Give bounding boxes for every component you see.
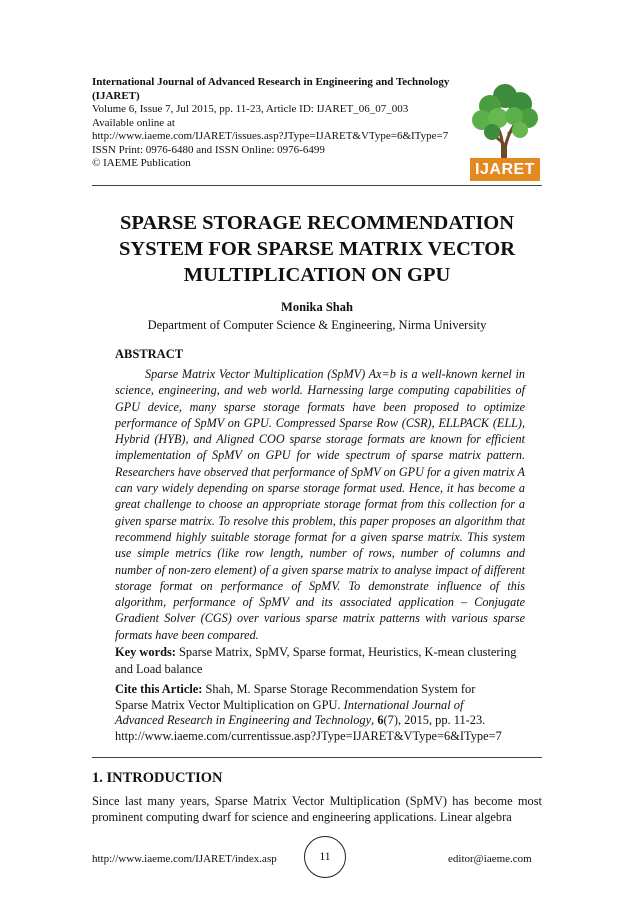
journal-abbrev: (IJARET) bbox=[92, 89, 140, 102]
ijaret-logo-badge: IJARET bbox=[470, 158, 540, 181]
cite-text: Shah, M. Sparse Storage Recommendation System for bbox=[205, 682, 476, 696]
cite-label: Cite this Article: bbox=[115, 682, 203, 696]
abstract-text: Sparse Matrix Vector Multiplication (SpMV) Ax=b is a well-known kernel in science, engineering, and web world. Harnessing large computing capabilities of GPU device, many sparse storage formats have been proposed to optimize performance of SpMV on GPU. Compressed Sparse Row (CSR), ELLPACK (ELL), Hybrid (HYB), and Aligned COO sparse storage formats are known for efficient implementation of SpMV on GPU for wide spectrum of sparse matrix pattern. Researchers have observed that performance of SpMV on GPU for a given matrix A can vary widely depending on sparse storage format used. Hence, it has become a great challenge to choose an appropriate storage format from this collection for a given sparse matrix. To resolve this problem, this paper proposes an algorithm that recommend highly suitable storage format for a given sparse matrix. This system use simple metrics (like row length, number of rows, number of columns and number of non-zero element) of a given sparse matrix to analyse impact of different storage format on performance of SpMV. To demonstrate influence of this algorithm, performance of SpMV and its associated application – Conjugate Gradient Solver (CGS) over various sparse matrix patterns with various sparse formats have been compared. bbox=[115, 367, 525, 642]
title-line: MULTIPLICATION ON GPU bbox=[183, 264, 451, 286]
introduction-text: Since last many years, Sparse Matrix Vector Multiplication (SpMV) has become most prominent computing dwarf for science and engineering applications. Linear algebra bbox=[92, 794, 542, 825]
abstract-heading: ABSTRACT bbox=[115, 347, 184, 361]
cite-journal: International Journal of bbox=[343, 697, 464, 712]
volume-info: Volume 6, Issue 7, Jul 2015, pp. 11-23, Article ID: IJARET_06_07_003 bbox=[92, 103, 409, 115]
footer-email[interactable]: editor@iaeme.com bbox=[448, 853, 532, 865]
keywords bbox=[115, 644, 525, 677]
cite-text: Sparse Matrix Vector Multiplication on GPU. bbox=[115, 697, 341, 712]
footer-url[interactable]: http://www.iaeme.com/IJARET/index.asp bbox=[92, 853, 277, 865]
cite-journal: Advanced Research in Engineering and Technology bbox=[115, 713, 372, 728]
keywords-label: Key words: bbox=[115, 645, 176, 659]
copyright: © IAEME Publication bbox=[92, 157, 191, 169]
section-heading: 1. INTRODUCTION bbox=[92, 770, 223, 786]
citation: Cite this Article: Shah, M. Sparse Storage Recommendation System for Sparse Matrix Vector Multiplication on GPU. International Journal of Advanced Research in Engineering and Technology, 6(7), 2015, pp. 11-23. http://www.iaeme.com/currentissue.asp?JType=IJARET&VType=6&IType=7 bbox=[115, 682, 525, 744]
title-line: SYSTEM FOR SPARSE MATRIX VECTOR bbox=[118, 238, 516, 260]
keywords-text: Sparse Matrix, SpMV, Sparse format, Heuristics, K-mean clustering and Load balance bbox=[115, 645, 517, 676]
cite-text: (7), 2015, pp. 11-23. bbox=[383, 713, 486, 728]
cite-url[interactable]: http://www.iaeme.com/currentissue.asp?JType=IJARET&VType=6&IType=7 bbox=[115, 728, 502, 743]
journal-header bbox=[92, 76, 492, 171]
issn-info: ISSN Print: 0976-6480 and ISSN Online: 0976-6499 bbox=[92, 143, 325, 156]
available-online: Available online at bbox=[92, 116, 175, 129]
author-name: Monika Shah bbox=[281, 300, 353, 314]
journal-url[interactable]: http://www.iaeme.com/IJARET/issues.asp?JType=IJARET&VType=6&IType=7 bbox=[92, 130, 449, 142]
paper-title bbox=[92, 210, 542, 288]
title-line: SPARSE STORAGE RECOMMENDATION bbox=[119, 212, 515, 234]
section-divider bbox=[92, 757, 542, 758]
cite-volume: 6 bbox=[377, 713, 384, 728]
header-divider bbox=[92, 185, 542, 186]
page-number: 11 bbox=[304, 836, 346, 878]
journal-title: International Journal of Advanced Research in Engineering and Technology bbox=[92, 76, 450, 88]
author-affiliation: Department of Computer Science & Engineering, Nirma University bbox=[147, 318, 487, 332]
